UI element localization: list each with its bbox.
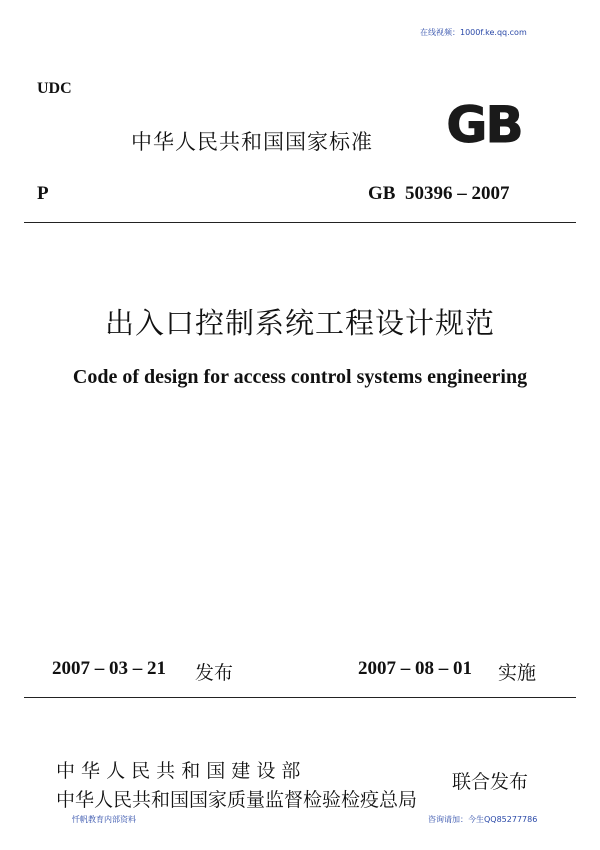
effective-date: 2007 – 08 – 01 (358, 658, 472, 679)
issuer-ministry: 中 华 人 民 共 和 国 建 设 部 (56, 760, 301, 782)
effective-label: 实施 (498, 662, 537, 684)
issuers-rule (24, 697, 576, 698)
udc-label: UDC (37, 80, 72, 97)
joint-issue-label: 联合发布 (452, 771, 529, 793)
issue-label: 发布 (195, 662, 234, 684)
issue-date: 2007 – 03 – 21 (52, 658, 166, 679)
title-chinese: 出入口控制系统工程设计规范 (104, 306, 495, 340)
class-code: P (37, 183, 49, 204)
standard-number: GB 50396 – 2007 (368, 183, 510, 204)
gb-logo-mark (446, 97, 521, 149)
gb-logo-text: GB (446, 97, 522, 149)
gb-logo (432, 97, 536, 149)
top-note: 在线视频：1000f.ke.qq.com (420, 28, 527, 37)
title-english: Code of design for access control systems engineering (72, 366, 528, 388)
issuer-aqsiq: 中华人民共和国国家质量监督检验检疫总局 (56, 789, 418, 811)
footer-left-note: 忏帆教育内部资料 (72, 815, 136, 824)
standard-type: 中华人民共和国国家标准 (131, 130, 373, 154)
footer-right-note: 咨询请加：今生QQ85277786 (428, 815, 538, 824)
header-rule (24, 222, 576, 223)
